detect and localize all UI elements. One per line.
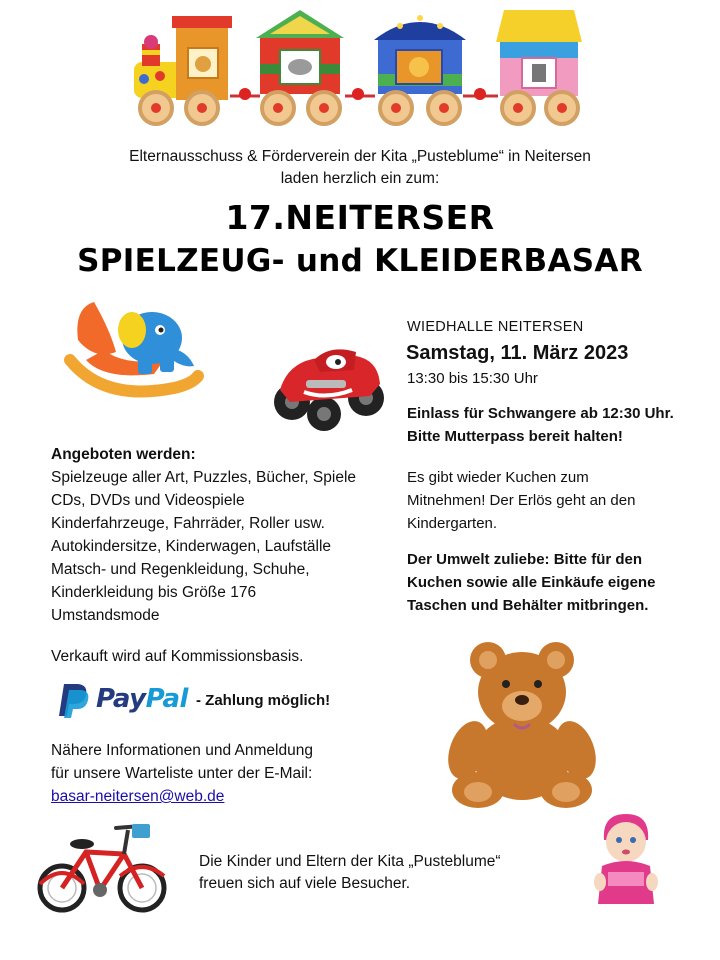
title-line-1: 17.NEITERSER bbox=[225, 198, 495, 237]
cake-notice-line-2: Mitnehmen! Der Erlös geht an den bbox=[407, 492, 636, 509]
pregnant-notice bbox=[407, 402, 707, 448]
environment-notice-line-3: Taschen und Behälter mitbringen. bbox=[407, 597, 649, 614]
closing-line-2: freuen sich auf viele Besucher. bbox=[199, 875, 411, 892]
offer-section bbox=[51, 443, 356, 627]
paypal-wordmark bbox=[96, 684, 188, 714]
bicycle-image bbox=[36, 812, 170, 922]
offer-item: Kinderfahrzeuge, Fahrräder, Roller usw. bbox=[51, 515, 325, 532]
email-link[interactable]: basar-neitersen@web.de bbox=[51, 788, 225, 805]
info-line-1: Nähere Informationen und Anmeldung bbox=[51, 742, 313, 759]
event-date: Samstag, 11. März 2023 bbox=[406, 342, 629, 364]
info-section bbox=[51, 739, 313, 808]
offer-heading: Angeboten werden: bbox=[51, 446, 196, 463]
cake-notice-line-3: Kindergarten. bbox=[407, 515, 498, 532]
offer-item: Spielzeuge aller Art, Puzzles, Bücher, Spiele bbox=[51, 469, 357, 486]
payment-text: - Zahlung möglich! bbox=[196, 692, 331, 709]
offer-item: Umstandsmode bbox=[51, 607, 160, 624]
environment-notice-line-1: Der Umwelt zuliebe: Bitte für den bbox=[407, 551, 643, 568]
intro-line-2: laden herzlich ein zum: bbox=[280, 170, 440, 187]
event-time: 13:30 bis 15:30 Uhr bbox=[407, 370, 538, 387]
paypal-wordmark-pal: Pal bbox=[145, 684, 188, 714]
pregnant-notice-line-1: Einlass für Schwangere ab 12:30 Uhr. bbox=[407, 405, 674, 422]
environment-notice bbox=[407, 548, 707, 617]
offer-item: CDs, DVDs und Videospiele bbox=[51, 492, 245, 509]
event-venue: WIEDHALLE NEITERSEN bbox=[407, 319, 584, 335]
offer-item: Matsch- und Regenkleidung, Schuhe, bbox=[51, 561, 310, 578]
environment-notice-line-2: Kuchen sowie alle Einkäufe eigene bbox=[407, 574, 656, 591]
offer-item: Autokindersitze, Kinderwagen, Laufställe bbox=[51, 538, 332, 555]
cake-notice bbox=[407, 466, 707, 535]
intro-text bbox=[0, 146, 720, 190]
page-title bbox=[0, 196, 720, 282]
baby-doll-image bbox=[588, 810, 664, 910]
teddy-bear-image bbox=[440, 640, 605, 810]
pregnant-notice-line-2: Bitte Mutterpass bereit halten! bbox=[407, 428, 623, 445]
title-line-2: SPIELZEUG- und KLEIDERBASAR bbox=[77, 243, 643, 279]
offer-item: Kinderkleidung bis Größe 176 bbox=[51, 584, 257, 601]
paypal-wordmark-pay: Pay bbox=[96, 684, 146, 714]
paypal-icon bbox=[56, 682, 90, 718]
closing-line-1: Die Kinder und Eltern der Kita „Pusteblume“ bbox=[199, 853, 501, 870]
commission-note: Verkauft wird auf Kommissionsbasis. bbox=[51, 648, 304, 665]
cake-notice-line-1: Es gibt wieder Kuchen zum bbox=[407, 469, 589, 486]
closing-text bbox=[199, 851, 501, 895]
info-line-2: für unsere Warteliste unter der E-Mail: bbox=[51, 765, 313, 782]
toy-car-image bbox=[270, 340, 390, 435]
rocking-elephant-image bbox=[64, 290, 204, 400]
intro-line-1: Elternausschuss & Förderverein der Kita „Pusteblume“ in Neitersen bbox=[129, 148, 591, 165]
toy-train-image bbox=[130, 4, 590, 132]
